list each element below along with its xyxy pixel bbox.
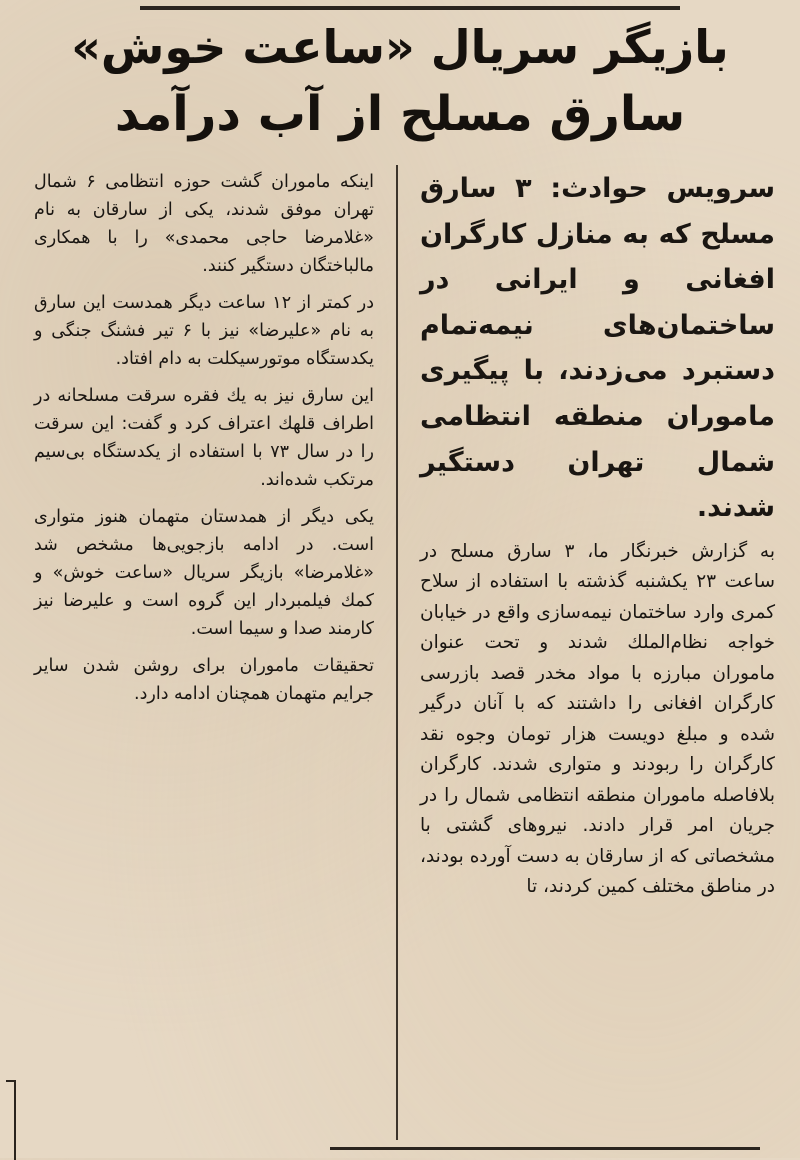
bottom-rule — [330, 1147, 760, 1150]
column-divider — [396, 165, 398, 1140]
headline-line-2: سارق مسلح از آب درآمد — [114, 86, 686, 142]
top-rule — [140, 6, 680, 10]
left-paragraph-3: این سارق نیز به یك فقره سرقت مسلحانه در اطراف قلهك اعتراف کرد و گفت: این سرقت را در سال ۷۳ با استفاده از یکدستگاه بی‌سیم مرتکب شده‌اند. — [34, 386, 374, 490]
left-paragraph-2: در کمتر از ۱۲ ساعت دیگر همدست این سارق به نام «علیرضا» نیز با ۶ تیر فشنگ جنگی و یکدستگاه موتورسیکلت به دام افتاد. — [34, 293, 374, 369]
left-column — [34, 168, 374, 717]
headline-line-1: بازیگر سریال «ساعت خوش» — [71, 20, 729, 74]
corner-frame-mark — [6, 1080, 16, 1160]
right-column — [420, 166, 775, 903]
left-paragraph-4: یکی دیگر از همدستان متهمان هنوز متواری است. در ادامه بازجویی‌ها مشخص شد «غلامرضا» بازیگر سریال «ساعت خوش» و کمك فیلمبردار این گروه است و علیرضا نیز کارمند صدا و سیما است. — [34, 507, 374, 639]
lead-paragraph: سرویس حوادث: ۳ سارق مسلح که به منازل کارگران افغانی و ایرانی در ساختمان‌های نیمه‌تمام دستبرد می‌زدند، با پیگیری ماموران منطقه انتظامی شمال تهران دستگیر شدند. — [420, 173, 775, 524]
left-paragraph-5: تحقیقات ماموران برای روشن شدن سایر جرایم متهمان همچنان ادامه دارد. — [34, 656, 374, 704]
left-paragraph-1: اینکه ماموران گشت حوزه انتظامی ۶ شمال تهران موفق شدند، یکی از سارقان به نام «غلامرضا حاجی محمدی» را با همکاری مالباختگان دستگیر کنند. — [34, 172, 374, 276]
right-column-body: به گزارش خبرنگار ما، ۳ سارق مسلح در ساعت ۲۳ یکشنبه گذشته با استفاده از سلاح کمری وارد ساختمان نیمه‌سازی واقع در خیابان خواجه نظام‌الملك شدند و تحت عنوان ماموران مبارزه با مواد مخدر قصد بازرسی کارگران افغانی را داشتند که با آنان درگیر شده و مبلغ دویست هزار تومان وجوه نقد کارگران را ربودند و متواری شدند. کارگران بلافاصله ماموران منطقه انتظامی شمال را در جریان امر قرار دادند. نیروهای گشتی با مشخصاتی که از سارقان به دست آورده بودند، در مناطق مختلف کمین کردند، تا — [420, 540, 775, 898]
